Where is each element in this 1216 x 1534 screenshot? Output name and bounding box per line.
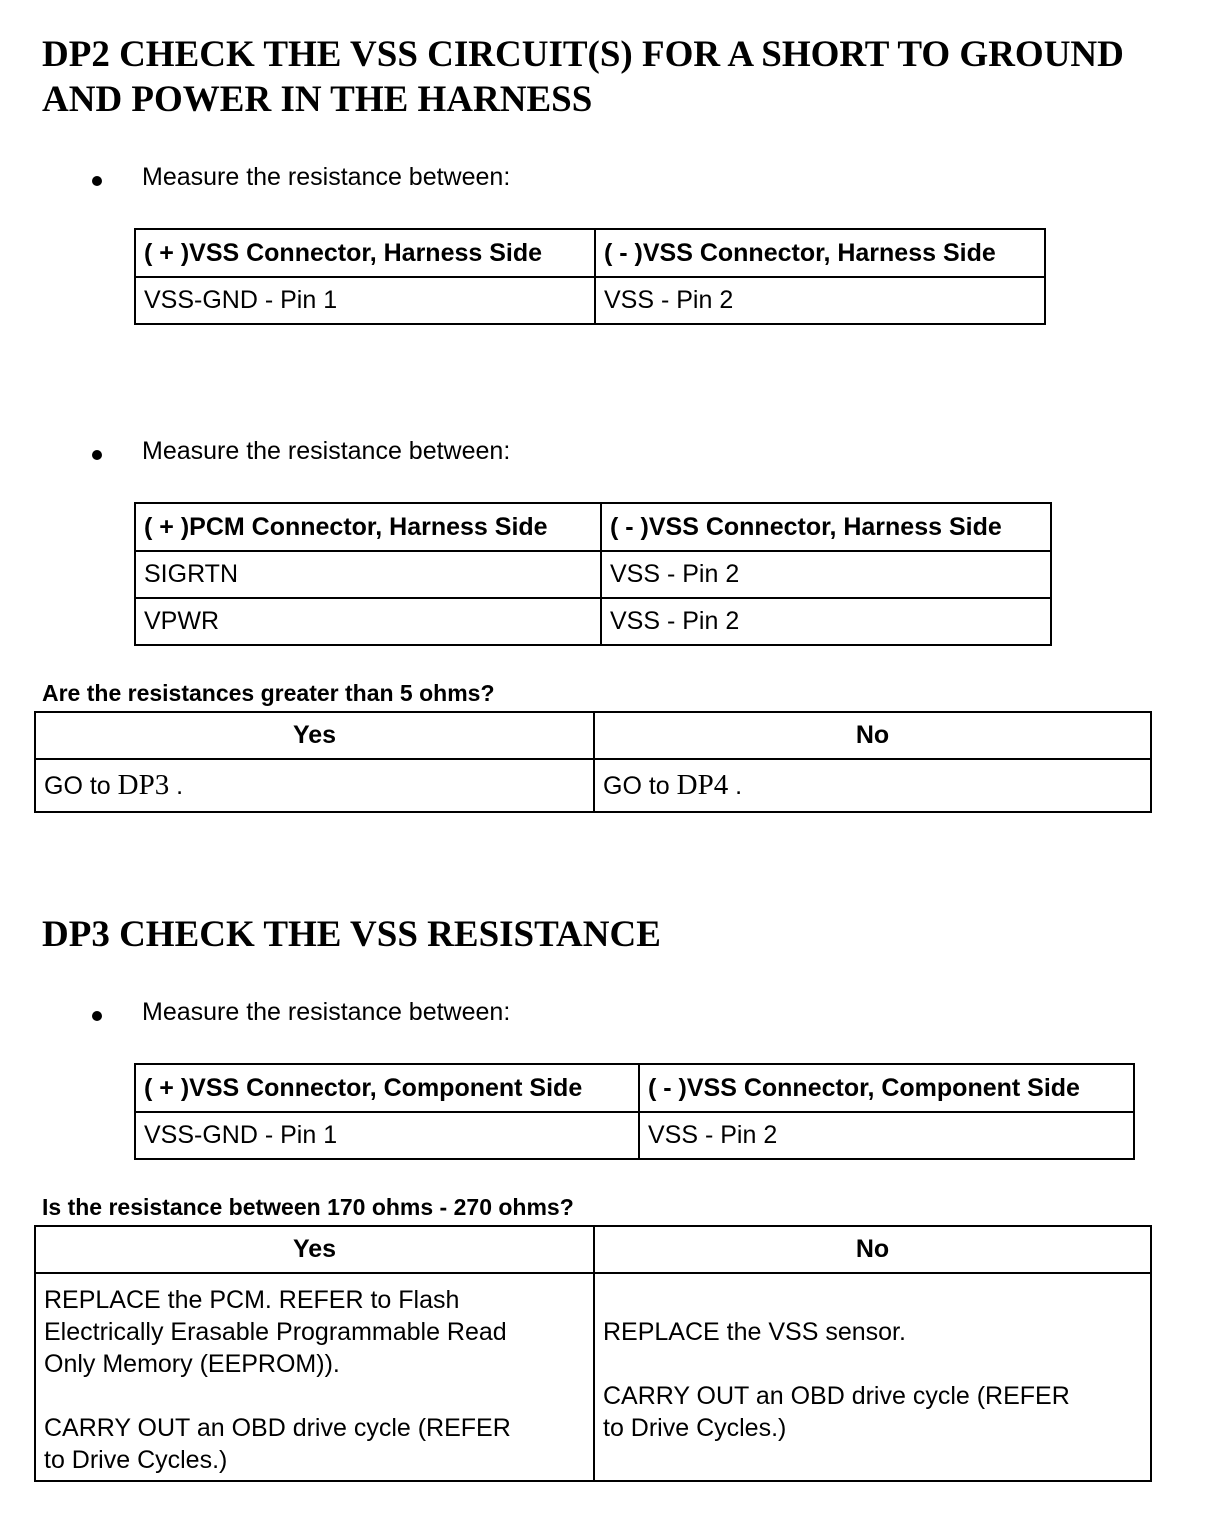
table-cell: VSS - Pin 2 bbox=[601, 551, 1051, 598]
yes-header: Yes bbox=[35, 712, 594, 759]
dp2-question: Are the resistances greater than 5 ohms? bbox=[42, 680, 495, 706]
no-action-cell bbox=[594, 1273, 1151, 1481]
dp3-link[interactable]: DP3 bbox=[117, 769, 170, 801]
table-cell: SIGRTN bbox=[135, 551, 601, 598]
bullet-icon bbox=[92, 450, 102, 460]
dp2-title bbox=[42, 32, 1212, 122]
table-row bbox=[135, 551, 1051, 598]
table-row bbox=[135, 1112, 1134, 1159]
bullet-icon bbox=[92, 176, 102, 186]
table-header-row bbox=[135, 1064, 1134, 1112]
no-header: No bbox=[594, 712, 1151, 759]
dp2-bullet-1 bbox=[0, 163, 1216, 195]
no-action-line: CARRY OUT an OBD drive cycle (REFER bbox=[603, 1382, 1070, 1410]
dp3-yes-no-table bbox=[34, 1225, 1152, 1482]
table-row bbox=[135, 277, 1045, 324]
no-action-line: REPLACE the VSS sensor. bbox=[603, 1318, 906, 1346]
dp2-title-line2: AND POWER IN THE HARNESS bbox=[42, 79, 593, 120]
table-cell: VSS-GND - Pin 1 bbox=[135, 1112, 639, 1159]
yes-header: Yes bbox=[35, 1226, 594, 1273]
dp4-link[interactable]: DP4 bbox=[676, 769, 729, 801]
no-action-cell bbox=[594, 759, 1151, 812]
dp3-bullet-1 bbox=[0, 998, 1216, 1030]
no-header: No bbox=[594, 1226, 1151, 1273]
table-header-row bbox=[35, 1226, 1151, 1273]
dp2-bullet-2 bbox=[0, 437, 1216, 469]
dp2-title-line1: DP2 CHECK THE VSS CIRCUIT(S) FOR A SHORT TO GROUND bbox=[42, 34, 1124, 75]
table-row bbox=[135, 598, 1051, 645]
table-header-cell: ( + )VSS Connector, Component Side bbox=[135, 1064, 639, 1112]
table-header-row bbox=[135, 229, 1045, 277]
table-cell: VPWR bbox=[135, 598, 601, 645]
dp2-yes-no-table bbox=[34, 711, 1152, 813]
table-header-cell: ( + )PCM Connector, Harness Side bbox=[135, 503, 601, 551]
yes-action-cell bbox=[35, 1273, 594, 1481]
table-header-cell: ( - )VSS Connector, Harness Side bbox=[601, 503, 1051, 551]
yes-action-line: Only Memory (EEPROM)). bbox=[44, 1350, 340, 1378]
table-cell: VSS - Pin 2 bbox=[601, 598, 1051, 645]
yes-action-line: REPLACE the PCM. REFER to Flash bbox=[44, 1286, 460, 1314]
table-header-cell: ( + )VSS Connector, Harness Side bbox=[135, 229, 595, 277]
dp2-bullet-1-text: Measure the resistance between: bbox=[142, 163, 511, 191]
yes-action-line: Electrically Erasable Programmable Read bbox=[44, 1318, 507, 1346]
bullet-icon bbox=[92, 1011, 102, 1021]
table-cell: VSS - Pin 2 bbox=[595, 277, 1045, 324]
no-action-prefix: GO to bbox=[603, 772, 677, 800]
dp2-resistance-table-2 bbox=[134, 502, 1052, 646]
table-cell: VSS-GND - Pin 1 bbox=[135, 277, 595, 324]
yes-action-line: to Drive Cycles.) bbox=[44, 1446, 228, 1474]
table-header-cell: ( - )VSS Connector, Component Side bbox=[639, 1064, 1134, 1112]
yes-action-suffix: . bbox=[169, 772, 184, 800]
no-action-suffix: . bbox=[728, 772, 743, 800]
table-header-cell: ( - )VSS Connector, Harness Side bbox=[595, 229, 1045, 277]
table-header-row bbox=[135, 503, 1051, 551]
table-row bbox=[35, 1273, 1151, 1481]
dp3-question: Is the resistance between 170 ohms - 270 ohms? bbox=[42, 1194, 574, 1220]
dp3-title: DP3 CHECK THE VSS RESISTANCE bbox=[42, 914, 661, 955]
table-cell: VSS - Pin 2 bbox=[639, 1112, 1134, 1159]
dp2-bullet-2-text: Measure the resistance between: bbox=[142, 437, 511, 465]
yes-action-cell bbox=[35, 759, 594, 812]
no-action-line: to Drive Cycles.) bbox=[603, 1414, 787, 1442]
dp3-resistance-table bbox=[134, 1063, 1135, 1160]
yes-action-line: CARRY OUT an OBD drive cycle (REFER bbox=[44, 1414, 511, 1442]
yes-action-prefix: GO to bbox=[44, 772, 118, 800]
table-header-row bbox=[35, 712, 1151, 759]
dp3-bullet-1-text: Measure the resistance between: bbox=[142, 998, 511, 1026]
dp2-resistance-table-1 bbox=[134, 228, 1046, 325]
table-row bbox=[35, 759, 1151, 812]
